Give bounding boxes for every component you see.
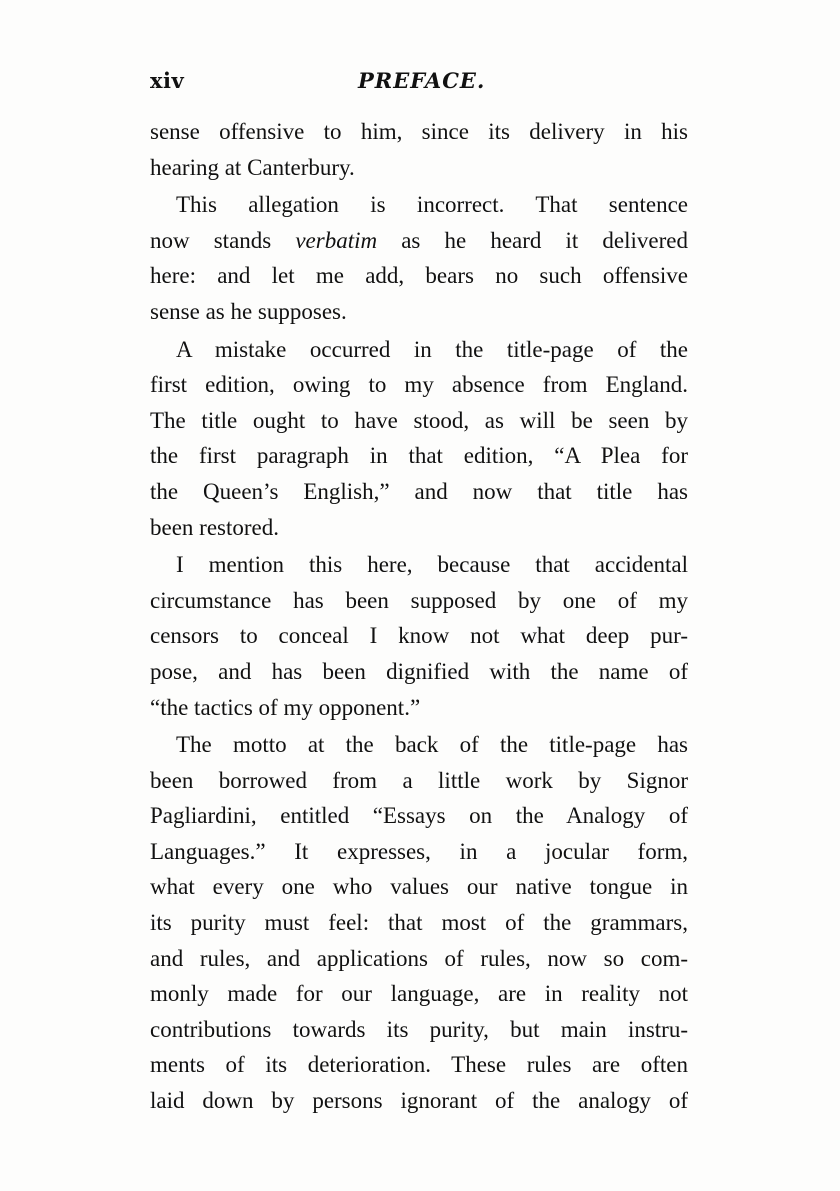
text-line: the Queen’s English,” and now that title has bbox=[150, 478, 688, 504]
text-line: The title ought to have stood, as will be seen by bbox=[150, 407, 688, 433]
page-header bbox=[150, 68, 688, 104]
text-line: I mention this here, because that accidental bbox=[176, 552, 688, 578]
text-line: laid down by persons ignorant of the analogy of bbox=[150, 1088, 688, 1114]
text-line: the first paragraph in that edition, “A Plea for bbox=[150, 443, 688, 469]
text-line: A mistake occurred in the title-page of the bbox=[176, 336, 688, 362]
paragraph bbox=[150, 727, 688, 1119]
paragraph bbox=[150, 332, 688, 546]
paragraph bbox=[150, 187, 688, 329]
text-line: sense offensive to him, since its delivery in his bbox=[150, 119, 688, 144]
text-line: been borrowed from a little work by Signor bbox=[150, 767, 688, 793]
page-number: xiv bbox=[150, 68, 185, 93]
text-line: sense as he supposes. bbox=[150, 298, 347, 324]
text-line: The motto at the back of the title-page has bbox=[176, 732, 688, 758]
text-line: censors to conceal I know not what deep pur- bbox=[150, 623, 688, 649]
text-line: Pagliardini, entitled “Essays on the Analogy of bbox=[150, 803, 688, 829]
running-title: PREFACE. bbox=[358, 68, 486, 93]
text-line: Languages.” It expresses, in a jocular form, bbox=[150, 838, 688, 864]
text-line: monly made for our language, are in reality not bbox=[150, 981, 688, 1007]
text-line: now stands verbatim as he heard it delivered bbox=[150, 227, 688, 253]
body-text bbox=[150, 114, 688, 1119]
text-line: what every one who values our native tongue in bbox=[150, 874, 688, 900]
text-line: pose, and has been dignified with the name of bbox=[150, 658, 688, 684]
italic-word: verbatim bbox=[295, 227, 378, 253]
text-line: been restored. bbox=[150, 514, 279, 540]
paragraph bbox=[150, 114, 688, 185]
text-line: hearing at Canterbury. bbox=[150, 154, 355, 180]
paragraph bbox=[150, 547, 688, 725]
text-line: “the tactics of my opponent.” bbox=[150, 694, 421, 720]
text-line: here: and let me add, bears no such offensive bbox=[150, 263, 688, 289]
text-line: its purity must feel: that most of the grammars, bbox=[150, 910, 688, 936]
text-line: circumstance has been supposed by one of my bbox=[150, 587, 688, 613]
text-line: and rules, and applications of rules, now so com- bbox=[150, 945, 688, 971]
text-line: ments of its deterioration. These rules are often bbox=[150, 1052, 688, 1078]
text-line: This allegation is incorrect. That sentence bbox=[176, 192, 688, 218]
text-line: contributions towards its purity, but main instru- bbox=[150, 1016, 688, 1042]
text-line: first edition, owing to my absence from England. bbox=[150, 372, 688, 398]
